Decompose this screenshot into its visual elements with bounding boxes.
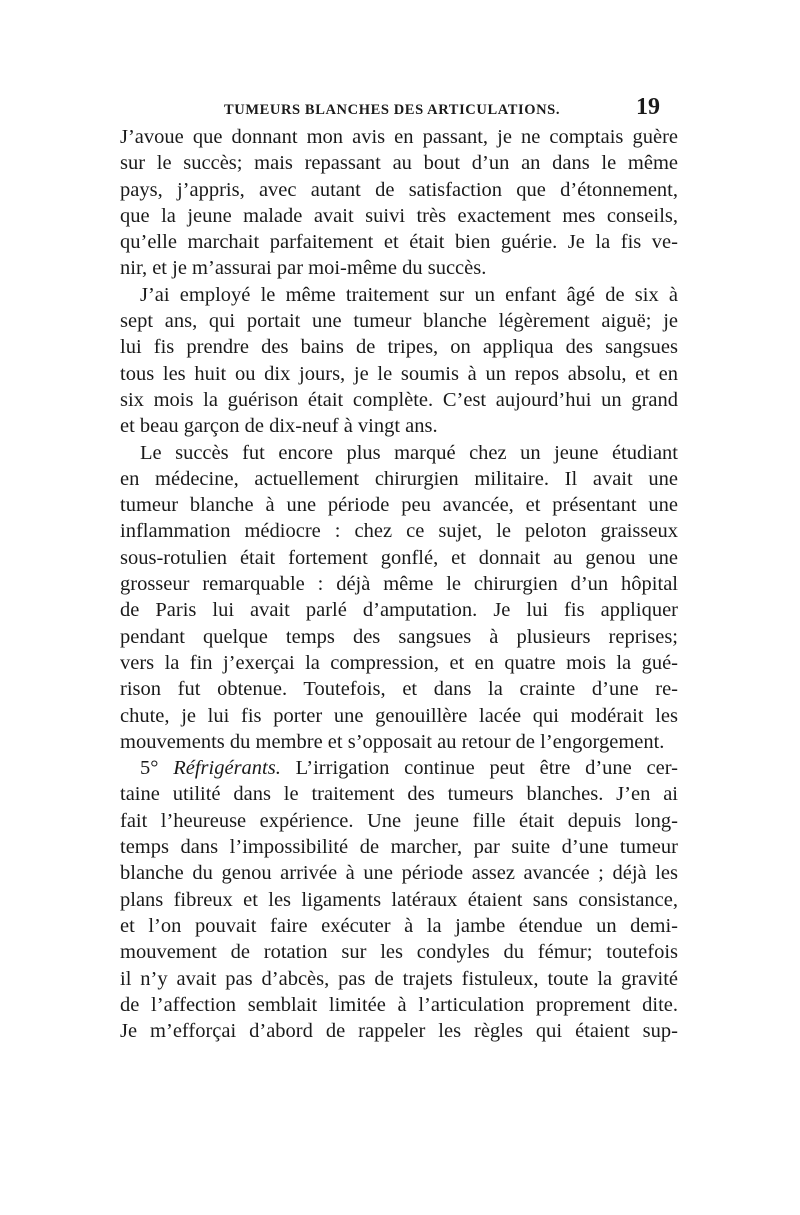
text-line: grosseur remarquable : déjà même le chirurgien d’un hôpital: [120, 573, 678, 596]
text-line: inflammation médiocre : chez ce sujet, le peloton graisseux: [120, 520, 678, 543]
text-line: sous-rotulien était fortement gonflé, et donnait au genou une: [120, 546, 678, 569]
page-number: 19: [636, 94, 660, 120]
paragraph-1: [120, 124, 678, 282]
text-line: sept ans, qui portait une tumeur blanche légèrement aiguë; je: [120, 310, 678, 333]
text-line: rison fut obtenue. Toutefois, et dans la crainte d’une re-: [120, 678, 678, 701]
text-fragment: L’irrigation continue peut être d’une cer-: [280, 757, 678, 780]
text-line: sur le succès; mais repassant au bout d’un an dans le même: [120, 152, 678, 175]
text-line: Je m’efforçai d’abord de rappeler les règles qui étaient sup-: [120, 1020, 678, 1043]
running-head: TUMEURS BLANCHES DES ARTICULATIONS.: [224, 102, 561, 118]
text-line: blanche du genou arrivée à une période assez avancée ; déjà les: [120, 862, 678, 885]
text-line: il n’y avait pas d’abcès, pas de trajets fistuleux, toute la gravité: [120, 967, 678, 990]
text-line: mouvement de rotation sur les condyles du fémur; toutefois: [120, 941, 678, 964]
text-line: de Paris lui avait parlé d’amputation. Je lui fis appliquer: [120, 599, 678, 622]
text-line: mouvements du membre et s’opposait au retour de l’engorgement.: [120, 730, 665, 753]
text-line: pendant quelque temps des sangsues à plusieurs reprises;: [120, 625, 678, 648]
section-number: 5°: [140, 757, 159, 780]
text-line: taine utilité dans le traitement des tumeurs blanches. J’en ai: [120, 783, 678, 806]
text-line: en médecine, actuellement chirurgien militaire. Il avait une: [120, 467, 678, 490]
paragraph-4: [120, 755, 678, 1044]
section-lead-line: [120, 755, 678, 781]
text-line: Le succès fut encore plus marqué chez un jeune étudiant: [140, 441, 678, 464]
page-header: [120, 94, 660, 126]
paragraph-3: [120, 440, 678, 756]
text-line: temps dans l’impossibilité de marcher, par suite d’une tumeur: [120, 836, 678, 859]
text-line: J’ai employé le même traitement sur un enfant âgé de six à: [140, 283, 678, 306]
text-line: pays, j’appris, avec autant de satisfaction que d’étonnement,: [120, 178, 678, 201]
section-heading: Réfrigérants.: [173, 757, 281, 780]
paragraph-2: [120, 282, 678, 440]
text-line: chute, je lui fis porter une genouillère lacée qui modérait les: [120, 704, 678, 727]
text-line: nir, et je m’assurai par moi-même du succès.: [120, 257, 487, 280]
text-line: tumeur blanche à une période peu avancée, et présentant une: [120, 494, 678, 517]
text-line: que la jeune malade avait suivi très exactement mes conseils,: [120, 204, 678, 227]
text-line: plans fibreux et les ligaments latéraux étaient sans consistance,: [120, 888, 678, 911]
text-line: qu’elle marchait parfaitement et était bien guérie. Je la fis ve-: [120, 231, 678, 254]
text-line: J’avoue que donnant mon avis en passant, je ne comptais guère: [120, 126, 678, 148]
text-body: [120, 124, 678, 1044]
text-line: et l’on pouvait faire exécuter à la jambe étendue un demi-: [120, 914, 678, 937]
text-line: et beau garçon de dix-neuf à vingt ans.: [120, 415, 438, 438]
text-line: lui fis prendre des bains de tripes, on appliqua des sangsues: [120, 336, 678, 359]
text-line: vers la fin j’exerçai la compression, et en quatre mois la gué-: [120, 651, 678, 674]
text-line: de l’affection semblait limitée à l’articulation proprement dite.: [120, 993, 678, 1016]
text-line: tous les huit ou dix jours, je le soumis à un repos absolu, et en: [120, 362, 678, 385]
text-line: six mois la guérison était complète. C’est aujourd’hui un grand: [120, 388, 678, 411]
text-line: fait l’heureuse expérience. Une jeune fille était depuis long-: [120, 809, 678, 832]
